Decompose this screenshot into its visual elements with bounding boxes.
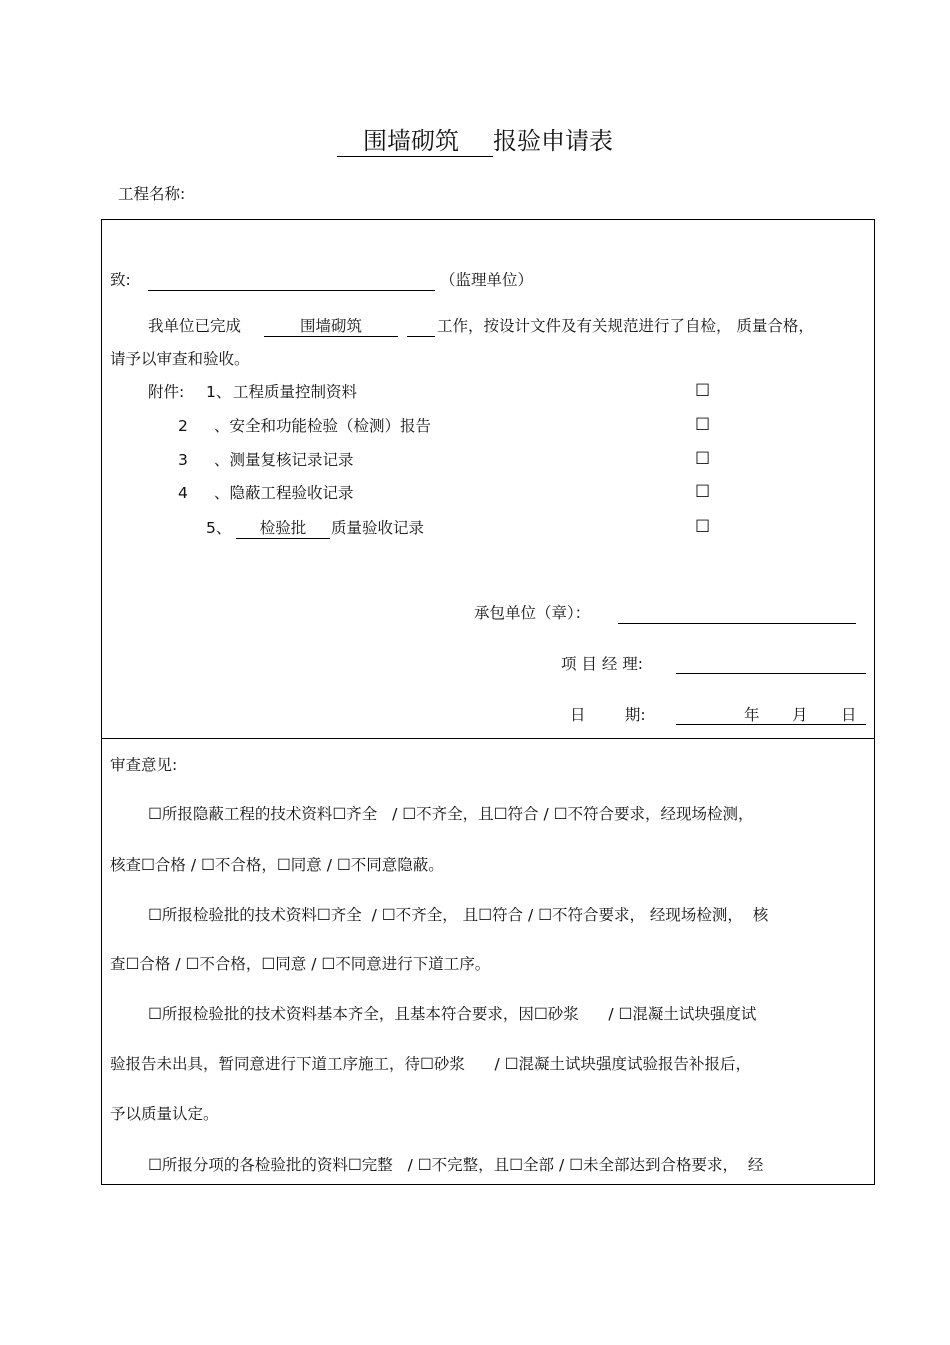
attachment-2-checkbox[interactable]: ☐ [695, 415, 711, 435]
attachment-2-num: 2 [178, 417, 188, 435]
date-day-unit: 日 [841, 706, 857, 724]
review-paragraph-3-line2: 验报告未出具，暂同意进行下道工序施工，待☐砂浆 / ☐混凝土试块强度试验报告补报后， [110, 1055, 752, 1073]
date-label: 日 期: [570, 706, 646, 724]
contractor-label: 承包单位（章）： [474, 604, 591, 622]
review-heading: 审查意见: [110, 756, 178, 774]
manager-field[interactable] [676, 673, 866, 674]
intro-suffix: 工作，按设计文件及有关规范进行了自检， 质量合格， [437, 317, 814, 335]
date-field[interactable] [676, 724, 866, 725]
attachment-1-checkbox[interactable]: ☐ [695, 381, 711, 401]
project-name-label: 工程名称: [118, 185, 186, 203]
manager-label: 项 目 经 理: [561, 655, 644, 673]
intro-prefix: 我单位已完成 [148, 317, 242, 335]
intro-line2: 请予以审查和验收。 [110, 350, 250, 368]
title-form-name: 报验申请表 [493, 127, 613, 155]
attachment-3-checkbox[interactable]: ☐ [695, 449, 711, 469]
title-project-name: 围墙砌筑 [337, 126, 493, 157]
review-paragraph-3-line3: 予以质量认定。 [110, 1105, 219, 1123]
contractor-field[interactable] [618, 623, 856, 624]
supervisor-unit-field[interactable] [148, 290, 435, 291]
attachment-4-num: 4 [178, 484, 188, 502]
attachment-3-num: 3 [178, 451, 188, 469]
review-paragraph-2-line2: 查☐合格 / ☐不合格，☐同意 / ☐不同意进行下道工序。 [110, 955, 491, 973]
work-name-tail-line [407, 336, 435, 337]
review-paragraph-1-line2: 核查☐合格 / ☐不合格，☐同意 / ☐不同意隐蔽。 [110, 856, 444, 874]
section-divider [101, 738, 875, 739]
attachment-3-text: 、测量复核记录记录 [214, 451, 354, 469]
attachment-4-checkbox[interactable]: ☐ [695, 482, 711, 502]
page-title [0, 126, 950, 157]
attachment-5-checkbox[interactable]: ☐ [695, 517, 711, 537]
review-paragraph-4-line1: ☐所报分项的各检验批的资料☐完整 / ☐不完整，且☐全部 / ☐未全部达到合格要求， 经 [148, 1156, 764, 1174]
attachment-5-text: 质量验收记录 [331, 519, 425, 537]
attachment-5-num: 5、 [206, 519, 232, 537]
review-paragraph-2-line1: ☐所报检验批的技术资料☐齐全 / ☐不齐全， 且☐符合 / ☐不符合要求， 经现场检测， 核 [148, 906, 769, 924]
date-month-unit: 月 [792, 706, 808, 724]
attachment-1-num: 1、 [206, 383, 232, 401]
to-suffix: （监理单位） [440, 271, 534, 289]
date-year-unit: 年 [744, 706, 760, 724]
review-paragraph-1-line1: ☐所报隐蔽工程的技术资料☐齐全 / ☐不齐全，且☐符合 / ☐不符合要求，经现场检测， [148, 805, 754, 823]
attachment-4-text: 、隐蔽工程验收记录 [214, 484, 354, 502]
work-name: 围墙砌筑 [264, 316, 398, 337]
to-label: 致: [110, 271, 131, 289]
review-paragraph-3-line1: ☐所报检验批的技术资料基本齐全，且基本符合要求，因☐砂浆 / ☐混凝土试块强度试 [148, 1005, 757, 1023]
attachments-label: 附件: [148, 383, 185, 401]
attachment-5-underlined: 检验批 [236, 518, 330, 539]
attachment-2-text: 、安全和功能检验（检测）报告 [214, 417, 432, 435]
attachment-1-text: 工程质量控制资料 [233, 383, 358, 401]
